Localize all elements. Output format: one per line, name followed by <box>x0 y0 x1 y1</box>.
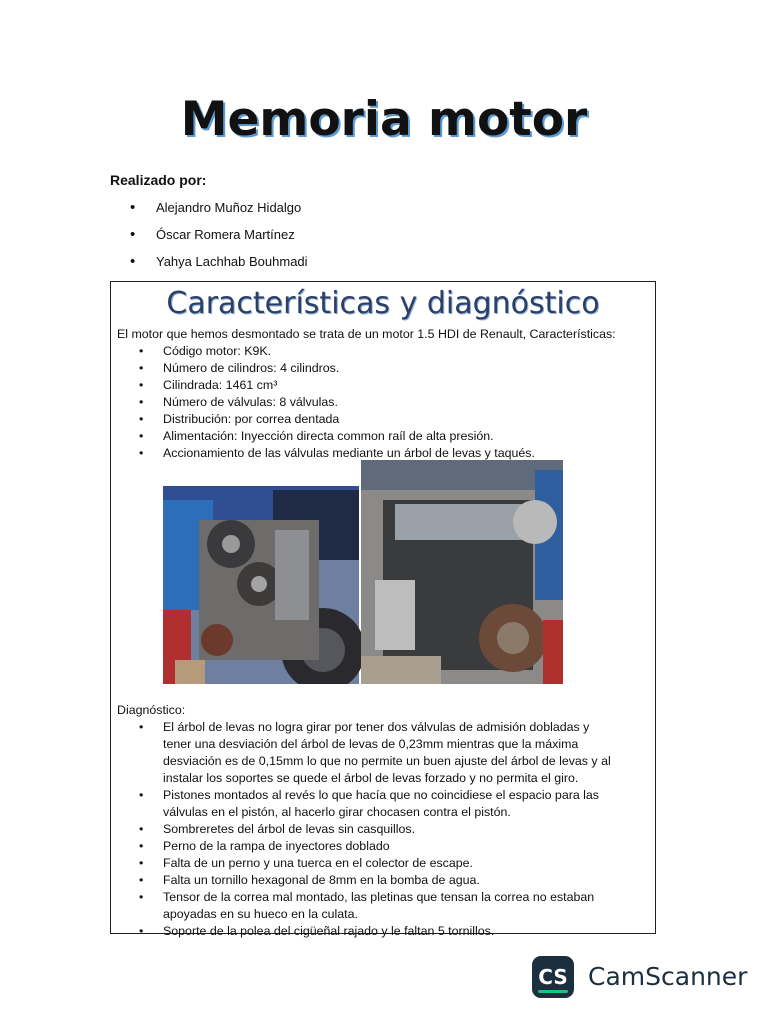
diagnosis-list <box>139 719 619 940</box>
author-item: • Yahya Lachhab Bouhmadi <box>130 252 308 279</box>
section-title: Características y diagnóstico <box>166 286 600 321</box>
content-frame <box>110 281 656 938</box>
logo-text: CS <box>538 965 568 989</box>
characteristic-item: • Código motor: K9K. <box>139 343 535 360</box>
characteristic-item: • Número de válvulas: 8 válvulas. <box>139 394 535 411</box>
characteristic-item: • Número de cilindros: 4 cilindros. <box>139 360 535 377</box>
diagnosis-label: Diagnóstico: <box>117 703 186 717</box>
diagnosis-item: • Falta un tornillo hexagonal de 8mm en la bomba de agua. <box>139 872 619 889</box>
diagnosis-item: • Falta de un perno y una tuerca en el colector de escape. <box>139 855 619 872</box>
characteristics-list <box>139 343 535 462</box>
document-title: Memoria motor <box>180 92 588 147</box>
authors-label: Realizado por: <box>110 172 207 188</box>
diagnosis-item: • Perno de la rampa de inyectores doblado <box>139 838 619 855</box>
engine-photo-right <box>361 460 563 684</box>
author-item: • Óscar Romera Martínez <box>130 225 308 252</box>
camscanner-watermark: CamScanner <box>588 962 748 991</box>
characteristic-item: • Cilindrada: 1461 cm³ <box>139 377 535 394</box>
diagnosis-item: • Soporte de la polea del cigüeñal rajado y le faltan 5 tornillos. <box>139 923 619 940</box>
engine-photo-left <box>163 486 365 684</box>
logo-accent-bar <box>538 990 568 993</box>
characteristic-item: • Distribución: por correa dentada <box>139 411 535 428</box>
camscanner-logo-icon <box>532 956 574 998</box>
authors-list <box>130 198 308 279</box>
characteristic-item: • Accionamiento de las válvulas mediante un árbol de levas y taqués. <box>139 445 535 462</box>
diagnosis-item: • Tensor de la correa mal montado, las pletinas que tensan la correa no estaban apoyadas en su hueco en la culata. <box>139 889 619 923</box>
diagnosis-item: • El árbol de levas no logra girar por tener dos válvulas de admisión dobladas y tener una desviación del árbol de levas de 0,23mm mientras que la máxima desviación es de 0,15mm lo que no permite un buen ajuste del árbol de levas y al instalar los soportes se quede el árbol de levas forzado y no permita el giro. <box>139 719 619 787</box>
author-item: • Alejandro Muñoz Hidalgo <box>130 198 308 225</box>
engine-photos <box>163 460 563 684</box>
diagnosis-item: • Pistones montados al revés lo que hacía que no coincidiese el espacio para las válvulas en el pistón, al hacerlo girar chocasen contra el pistón. <box>139 787 619 821</box>
characteristic-item: • Alimentación: Inyección directa common raíl de alta presión. <box>139 428 535 445</box>
intro-text: El motor que hemos desmontado se trata de un motor 1.5 HDI de Renault, Características: <box>117 327 616 341</box>
diagnosis-item: • Sombreretes del árbol de levas sin casquillos. <box>139 821 619 838</box>
